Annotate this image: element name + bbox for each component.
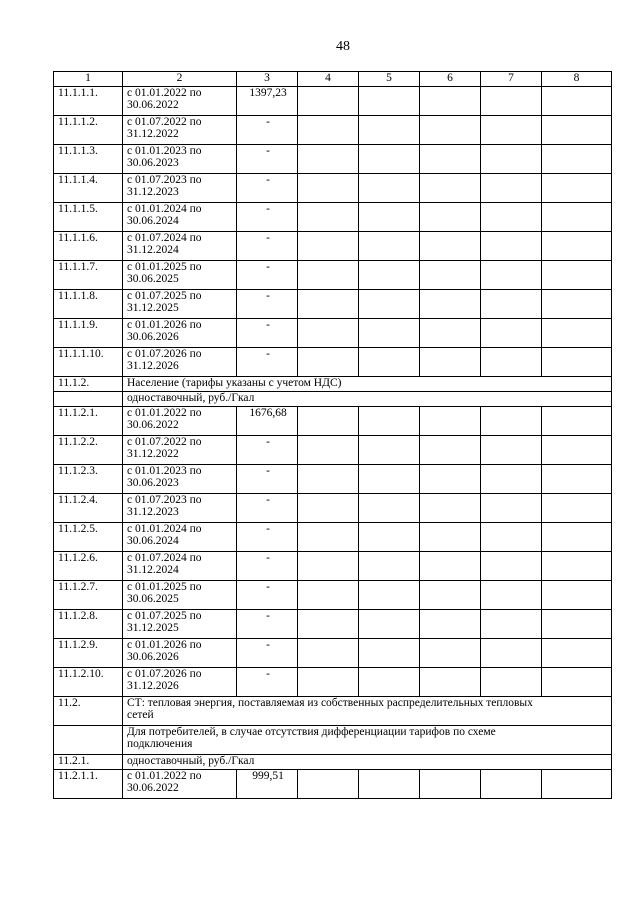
empty-cell (359, 348, 420, 377)
empty-cell (420, 436, 481, 465)
text-line: 30.06.2023 (127, 477, 179, 489)
text-line: с 01.01.2025 по (127, 261, 202, 273)
table-row (54, 87, 612, 116)
text-line: 30.06.2022 (127, 419, 179, 431)
text-line: с 01.01.2023 по (127, 145, 202, 157)
table-row (54, 319, 612, 348)
empty-cell (298, 232, 359, 261)
empty-cell (481, 232, 542, 261)
row-code: 11.1.1.3. (54, 145, 123, 174)
period-cell (123, 261, 237, 290)
row-code: 11.1.2.6. (54, 552, 123, 581)
row-code: 11.1.1.4. (54, 174, 123, 203)
row-code: 11.1.2.1. (54, 407, 123, 436)
tariff-value: - (237, 639, 298, 668)
tariff-value: - (237, 261, 298, 290)
row-code (54, 392, 123, 407)
tariff-value: 1397,23 (237, 87, 298, 116)
period-cell (123, 232, 237, 261)
tariff-value: - (237, 436, 298, 465)
empty-cell (481, 610, 542, 639)
section-row (54, 755, 612, 770)
tariff-value: - (237, 581, 298, 610)
table-row (54, 668, 612, 697)
text-line: 30.06.2024 (127, 535, 179, 547)
empty-cell (481, 261, 542, 290)
empty-cell (359, 319, 420, 348)
empty-cell (420, 319, 481, 348)
empty-cell (542, 203, 612, 232)
row-code: 11.1.2. (54, 377, 123, 392)
empty-cell (542, 465, 612, 494)
tariff-table (53, 71, 612, 799)
empty-cell (542, 523, 612, 552)
empty-cell (359, 407, 420, 436)
empty-cell (359, 770, 420, 799)
empty-cell (542, 770, 612, 799)
period-cell (123, 552, 237, 581)
text-line: 31.12.2024 (127, 564, 179, 576)
tariff-value: 999,51 (237, 770, 298, 799)
table-row (54, 261, 612, 290)
row-code: 11.1.1.9. (54, 319, 123, 348)
text-line: с 01.01.2026 по (127, 319, 202, 331)
text-line: с 01.07.2024 по (127, 552, 202, 564)
section-title: одноставочный, руб./Гкал (123, 392, 612, 407)
empty-cell (542, 581, 612, 610)
period-cell (123, 290, 237, 319)
empty-cell (481, 290, 542, 319)
row-code: 11.1.2.2. (54, 436, 123, 465)
empty-cell (481, 145, 542, 174)
table-row (54, 610, 612, 639)
empty-cell (359, 436, 420, 465)
text-line: с 01.01.2023 по (127, 465, 202, 477)
empty-cell (420, 523, 481, 552)
empty-cell (542, 261, 612, 290)
row-code: 11.2.1. (54, 755, 123, 770)
period-cell (123, 581, 237, 610)
row-code: 11.1.2.5. (54, 523, 123, 552)
column-header: 3 (237, 72, 298, 87)
text-line: 31.12.2024 (127, 244, 179, 256)
empty-cell (359, 494, 420, 523)
row-code: 11.2.1.1. (54, 770, 123, 799)
text-line: 30.06.2025 (127, 593, 179, 605)
empty-cell (359, 610, 420, 639)
tariff-value: - (237, 348, 298, 377)
empty-cell (298, 87, 359, 116)
text-line: с 01.07.2026 по (127, 668, 202, 680)
text-line: с 01.01.2022 по (127, 87, 202, 99)
empty-cell (359, 668, 420, 697)
empty-cell (359, 465, 420, 494)
empty-cell (359, 523, 420, 552)
empty-cell (542, 348, 612, 377)
row-code: 11.1.1.1. (54, 87, 123, 116)
row-code (54, 726, 123, 755)
tariff-value: - (237, 290, 298, 319)
text-line: с 01.01.2026 по (127, 639, 202, 651)
empty-cell (298, 407, 359, 436)
empty-cell (359, 581, 420, 610)
table-row (54, 290, 612, 319)
table-row (54, 552, 612, 581)
section-row (54, 392, 612, 407)
text-line: с 01.07.2026 по (127, 348, 202, 360)
empty-cell (542, 319, 612, 348)
empty-cell (298, 639, 359, 668)
table-row (54, 232, 612, 261)
empty-cell (298, 465, 359, 494)
row-code: 11.1.1.10. (54, 348, 123, 377)
empty-cell (481, 203, 542, 232)
empty-cell (542, 174, 612, 203)
period-cell (123, 610, 237, 639)
empty-cell (298, 668, 359, 697)
row-code: 11.1.2.9. (54, 639, 123, 668)
empty-cell (359, 261, 420, 290)
text-line: с 01.07.2024 по (127, 232, 202, 244)
text-line: 30.06.2025 (127, 273, 179, 285)
empty-cell (420, 465, 481, 494)
period-cell (123, 174, 237, 203)
empty-cell (481, 116, 542, 145)
row-code: 11.2. (54, 697, 123, 726)
text-line: 31.12.2023 (127, 506, 179, 518)
empty-cell (359, 203, 420, 232)
empty-cell (298, 436, 359, 465)
empty-cell (420, 203, 481, 232)
empty-cell (481, 668, 542, 697)
empty-cell (542, 232, 612, 261)
period-cell (123, 639, 237, 668)
empty-cell (298, 203, 359, 232)
empty-cell (481, 319, 542, 348)
period-cell (123, 436, 237, 465)
empty-cell (542, 87, 612, 116)
period-cell (123, 465, 237, 494)
empty-cell (359, 145, 420, 174)
empty-cell (359, 174, 420, 203)
period-cell (123, 203, 237, 232)
text-line: подключения (127, 738, 193, 750)
text-line: 31.12.2026 (127, 680, 179, 692)
empty-cell (481, 174, 542, 203)
row-code: 11.1.2.3. (54, 465, 123, 494)
empty-cell (298, 494, 359, 523)
period-cell (123, 494, 237, 523)
empty-cell (481, 552, 542, 581)
text-line: с 01.01.2025 по (127, 581, 202, 593)
text-line: 31.12.2022 (127, 448, 179, 460)
empty-cell (359, 552, 420, 581)
empty-cell (542, 639, 612, 668)
text-line: 31.12.2023 (127, 186, 179, 198)
empty-cell (298, 261, 359, 290)
empty-cell (420, 581, 481, 610)
tariff-value: - (237, 494, 298, 523)
table-row (54, 465, 612, 494)
empty-cell (542, 436, 612, 465)
empty-cell (420, 232, 481, 261)
tariff-value: 1676,68 (237, 407, 298, 436)
empty-cell (420, 770, 481, 799)
table-row (54, 407, 612, 436)
section-row (54, 726, 612, 755)
text-line: с 01.07.2025 по (127, 290, 202, 302)
text-line: с 01.07.2023 по (127, 494, 202, 506)
empty-cell (481, 523, 542, 552)
period-cell (123, 319, 237, 348)
row-code: 11.1.1.6. (54, 232, 123, 261)
empty-cell (359, 639, 420, 668)
table-row (54, 203, 612, 232)
empty-cell (420, 407, 481, 436)
empty-cell (298, 552, 359, 581)
empty-cell (298, 116, 359, 145)
text-line: с 01.07.2025 по (127, 610, 202, 622)
empty-cell (481, 581, 542, 610)
page-number: 48 (336, 39, 350, 54)
empty-cell (359, 290, 420, 319)
empty-cell (481, 494, 542, 523)
empty-cell (542, 668, 612, 697)
empty-cell (420, 290, 481, 319)
empty-cell (420, 610, 481, 639)
period-cell (123, 348, 237, 377)
text-line: 31.12.2026 (127, 360, 179, 372)
empty-cell (298, 348, 359, 377)
text-line: 30.06.2023 (127, 157, 179, 169)
table-row (54, 494, 612, 523)
table-row (54, 174, 612, 203)
column-header: 5 (359, 72, 420, 87)
tariff-value: - (237, 668, 298, 697)
tariff-value: - (237, 145, 298, 174)
period-cell (123, 770, 237, 799)
empty-cell (420, 145, 481, 174)
empty-cell (359, 232, 420, 261)
column-header: 6 (420, 72, 481, 87)
period-cell (123, 87, 237, 116)
table-header-row (54, 72, 612, 87)
section-title (123, 726, 612, 755)
table-row (54, 523, 612, 552)
row-code: 11.1.2.7. (54, 581, 123, 610)
text-line: с 01.07.2023 по (127, 174, 202, 186)
text-line: 31.12.2025 (127, 302, 179, 314)
section-title (123, 697, 612, 726)
empty-cell (298, 770, 359, 799)
empty-cell (420, 552, 481, 581)
empty-cell (298, 523, 359, 552)
empty-cell (542, 552, 612, 581)
row-code: 11.1.1.8. (54, 290, 123, 319)
empty-cell (542, 610, 612, 639)
table-row (54, 581, 612, 610)
empty-cell (420, 261, 481, 290)
text-line: с 01.07.2022 по (127, 436, 202, 448)
column-header: 4 (298, 72, 359, 87)
row-code: 11.1.2.4. (54, 494, 123, 523)
period-cell (123, 407, 237, 436)
empty-cell (481, 465, 542, 494)
section-title: Население (тарифы указаны с учетом НДС) (123, 377, 612, 392)
row-code: 11.1.1.5. (54, 203, 123, 232)
row-code: 11.1.2.8. (54, 610, 123, 639)
tariff-value: - (237, 523, 298, 552)
table-row (54, 436, 612, 465)
period-cell (123, 116, 237, 145)
table-row (54, 145, 612, 174)
table-row (54, 770, 612, 799)
text-line: 30.06.2024 (127, 215, 179, 227)
empty-cell (298, 581, 359, 610)
text-line: с 01.01.2024 по (127, 203, 202, 215)
empty-cell (420, 174, 481, 203)
row-code: 11.1.2.10. (54, 668, 123, 697)
tariff-value: - (237, 232, 298, 261)
empty-cell (298, 174, 359, 203)
empty-cell (481, 407, 542, 436)
empty-cell (481, 436, 542, 465)
empty-cell (420, 639, 481, 668)
row-code: 11.1.1.7. (54, 261, 123, 290)
text-line: 31.12.2025 (127, 622, 179, 634)
tariff-value: - (237, 610, 298, 639)
period-cell (123, 668, 237, 697)
column-header: 8 (542, 72, 612, 87)
column-header: 1 (54, 72, 123, 87)
tariff-value: - (237, 116, 298, 145)
empty-cell (481, 639, 542, 668)
empty-cell (359, 116, 420, 145)
tariff-value: - (237, 174, 298, 203)
empty-cell (298, 290, 359, 319)
period-cell (123, 523, 237, 552)
section-row (54, 697, 612, 726)
text-line: с 01.01.2022 по (127, 407, 202, 419)
empty-cell (481, 770, 542, 799)
text-line: 30.06.2022 (127, 782, 179, 794)
table-row (54, 639, 612, 668)
column-header: 2 (123, 72, 237, 87)
text-line: Для потребителей, в случае отсутствия дифференциации тарифов по схеме (127, 726, 496, 738)
empty-cell (542, 407, 612, 436)
section-title: одноставочный, руб./Гкал (123, 755, 612, 770)
section-row (54, 377, 612, 392)
period-cell (123, 145, 237, 174)
empty-cell (481, 348, 542, 377)
row-code: 11.1.1.2. (54, 116, 123, 145)
text-line: 31.12.2022 (127, 128, 179, 140)
empty-cell (298, 610, 359, 639)
empty-cell (542, 116, 612, 145)
text-line: сетей (127, 709, 154, 721)
empty-cell (298, 319, 359, 348)
empty-cell (542, 145, 612, 174)
empty-cell (420, 348, 481, 377)
tariff-value: - (237, 319, 298, 348)
empty-cell (420, 87, 481, 116)
text-line: с 01.01.2022 по (127, 770, 202, 782)
text-line: СТ: тепловая энергия, поставляемая из собственных распределительных тепловых (127, 697, 533, 709)
table-row (54, 116, 612, 145)
text-line: с 01.07.2022 по (127, 116, 202, 128)
tariff-value: - (237, 552, 298, 581)
text-line: 30.06.2026 (127, 331, 179, 343)
empty-cell (420, 668, 481, 697)
empty-cell (542, 494, 612, 523)
empty-cell (542, 290, 612, 319)
tariff-value: - (237, 465, 298, 494)
empty-cell (481, 87, 542, 116)
table-row (54, 348, 612, 377)
text-line: 30.06.2026 (127, 651, 179, 663)
empty-cell (359, 87, 420, 116)
empty-cell (298, 145, 359, 174)
column-header: 7 (481, 72, 542, 87)
text-line: 30.06.2022 (127, 99, 179, 111)
text-line: с 01.01.2024 по (127, 523, 202, 535)
tariff-value: - (237, 203, 298, 232)
empty-cell (420, 494, 481, 523)
empty-cell (420, 116, 481, 145)
